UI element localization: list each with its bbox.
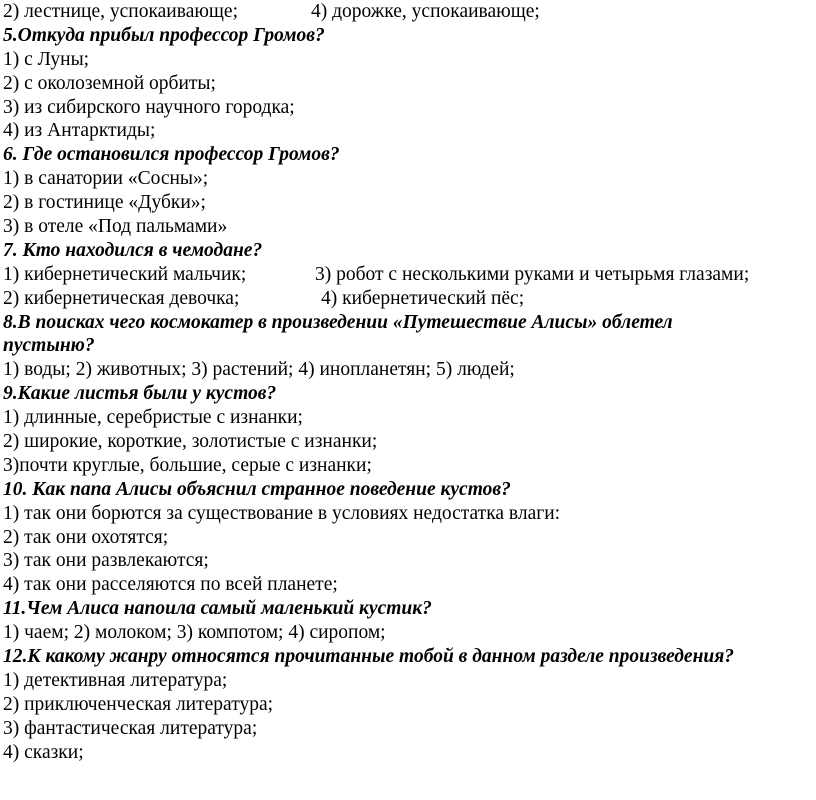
answer-pair-line — [3, 287, 816, 311]
answer-option: 4) кибернетический пёс; — [321, 287, 525, 309]
question-10: 10. Как папа Алисы объяснил странное поведение кустов? — [3, 478, 511, 500]
answer-option: 2) в гостинице «Дубки»; — [3, 192, 206, 214]
answer-option: 1) в санатории «Сосны»; — [3, 168, 209, 190]
answer-option: 3) так они развлекаются; — [3, 550, 209, 572]
answer-option: 4) дорожке, успокаивающе; — [311, 1, 540, 22]
answer-option: 4) так они расселяются по всей планете; — [3, 574, 338, 596]
answer-option: 1) воды; 2) животных; 3) растений; 4) инопланетян; 5) людей; — [3, 359, 515, 381]
answer-option: 2) широкие, короткие, золотистые с изнанки; — [3, 431, 378, 453]
question-12: 12.К какому жанру относятся прочитанные тобой в данном разделе произведения? — [3, 646, 735, 668]
answer-option: 3) в отеле «Под пальмами» — [3, 216, 228, 238]
answer-option: 1) детективная литература; — [3, 669, 228, 691]
question-8-continued: пустыню? — [3, 335, 95, 357]
answer-option: 1) так они борются за существование в условиях недостатка влаги: — [3, 502, 561, 524]
answer-option: 4) из Антарктиды; — [3, 120, 156, 142]
question-6: 6. Где остановился профессор Громов? — [3, 144, 340, 166]
answer-pair-line — [3, 263, 816, 287]
answer-pair-line — [3, 0, 816, 24]
answer-option: 3)почти круглые, большие, серые с изнанки; — [3, 454, 372, 476]
answer-option: 2) приключенческая литература; — [3, 693, 274, 715]
question-11: 11.Чем Алиса напоила самый маленький кустик? — [3, 598, 432, 620]
answer-option: 1) с Луны; — [3, 48, 90, 70]
answer-option: 4) сказки; — [3, 741, 84, 763]
answer-option: 2) лестнице, успокаивающе; — [3, 1, 238, 22]
answer-option: 2) с околоземной орбиты; — [3, 72, 216, 94]
question-5: 5.Откуда прибыл профессор Громов? — [3, 24, 325, 46]
answer-option: 3) робот с несколькими руками и четырьмя глазами; — [315, 263, 750, 285]
question-9: 9.Какие листья были у кустов? — [3, 383, 277, 405]
answer-option: 1) длинные, серебристые с изнанки; — [3, 407, 303, 429]
answer-option: 1) чаем; 2) молоком; 3) компотом; 4) сиропом; — [3, 622, 386, 644]
answer-option: 3) из сибирского научного городка; — [3, 96, 295, 118]
question-7: 7. Кто находился в чемодане? — [3, 239, 263, 261]
answer-option: 3) фантастическая литература; — [3, 717, 258, 739]
answer-option: 1) кибернетический мальчик; — [3, 263, 247, 285]
answer-option: 2) кибернетическая девочка; — [3, 287, 240, 309]
answer-option: 2) так они охотятся; — [3, 526, 169, 548]
question-8: 8.В поисках чего космокатер в произведении «Путешествие Алисы» облетел — [3, 311, 673, 333]
